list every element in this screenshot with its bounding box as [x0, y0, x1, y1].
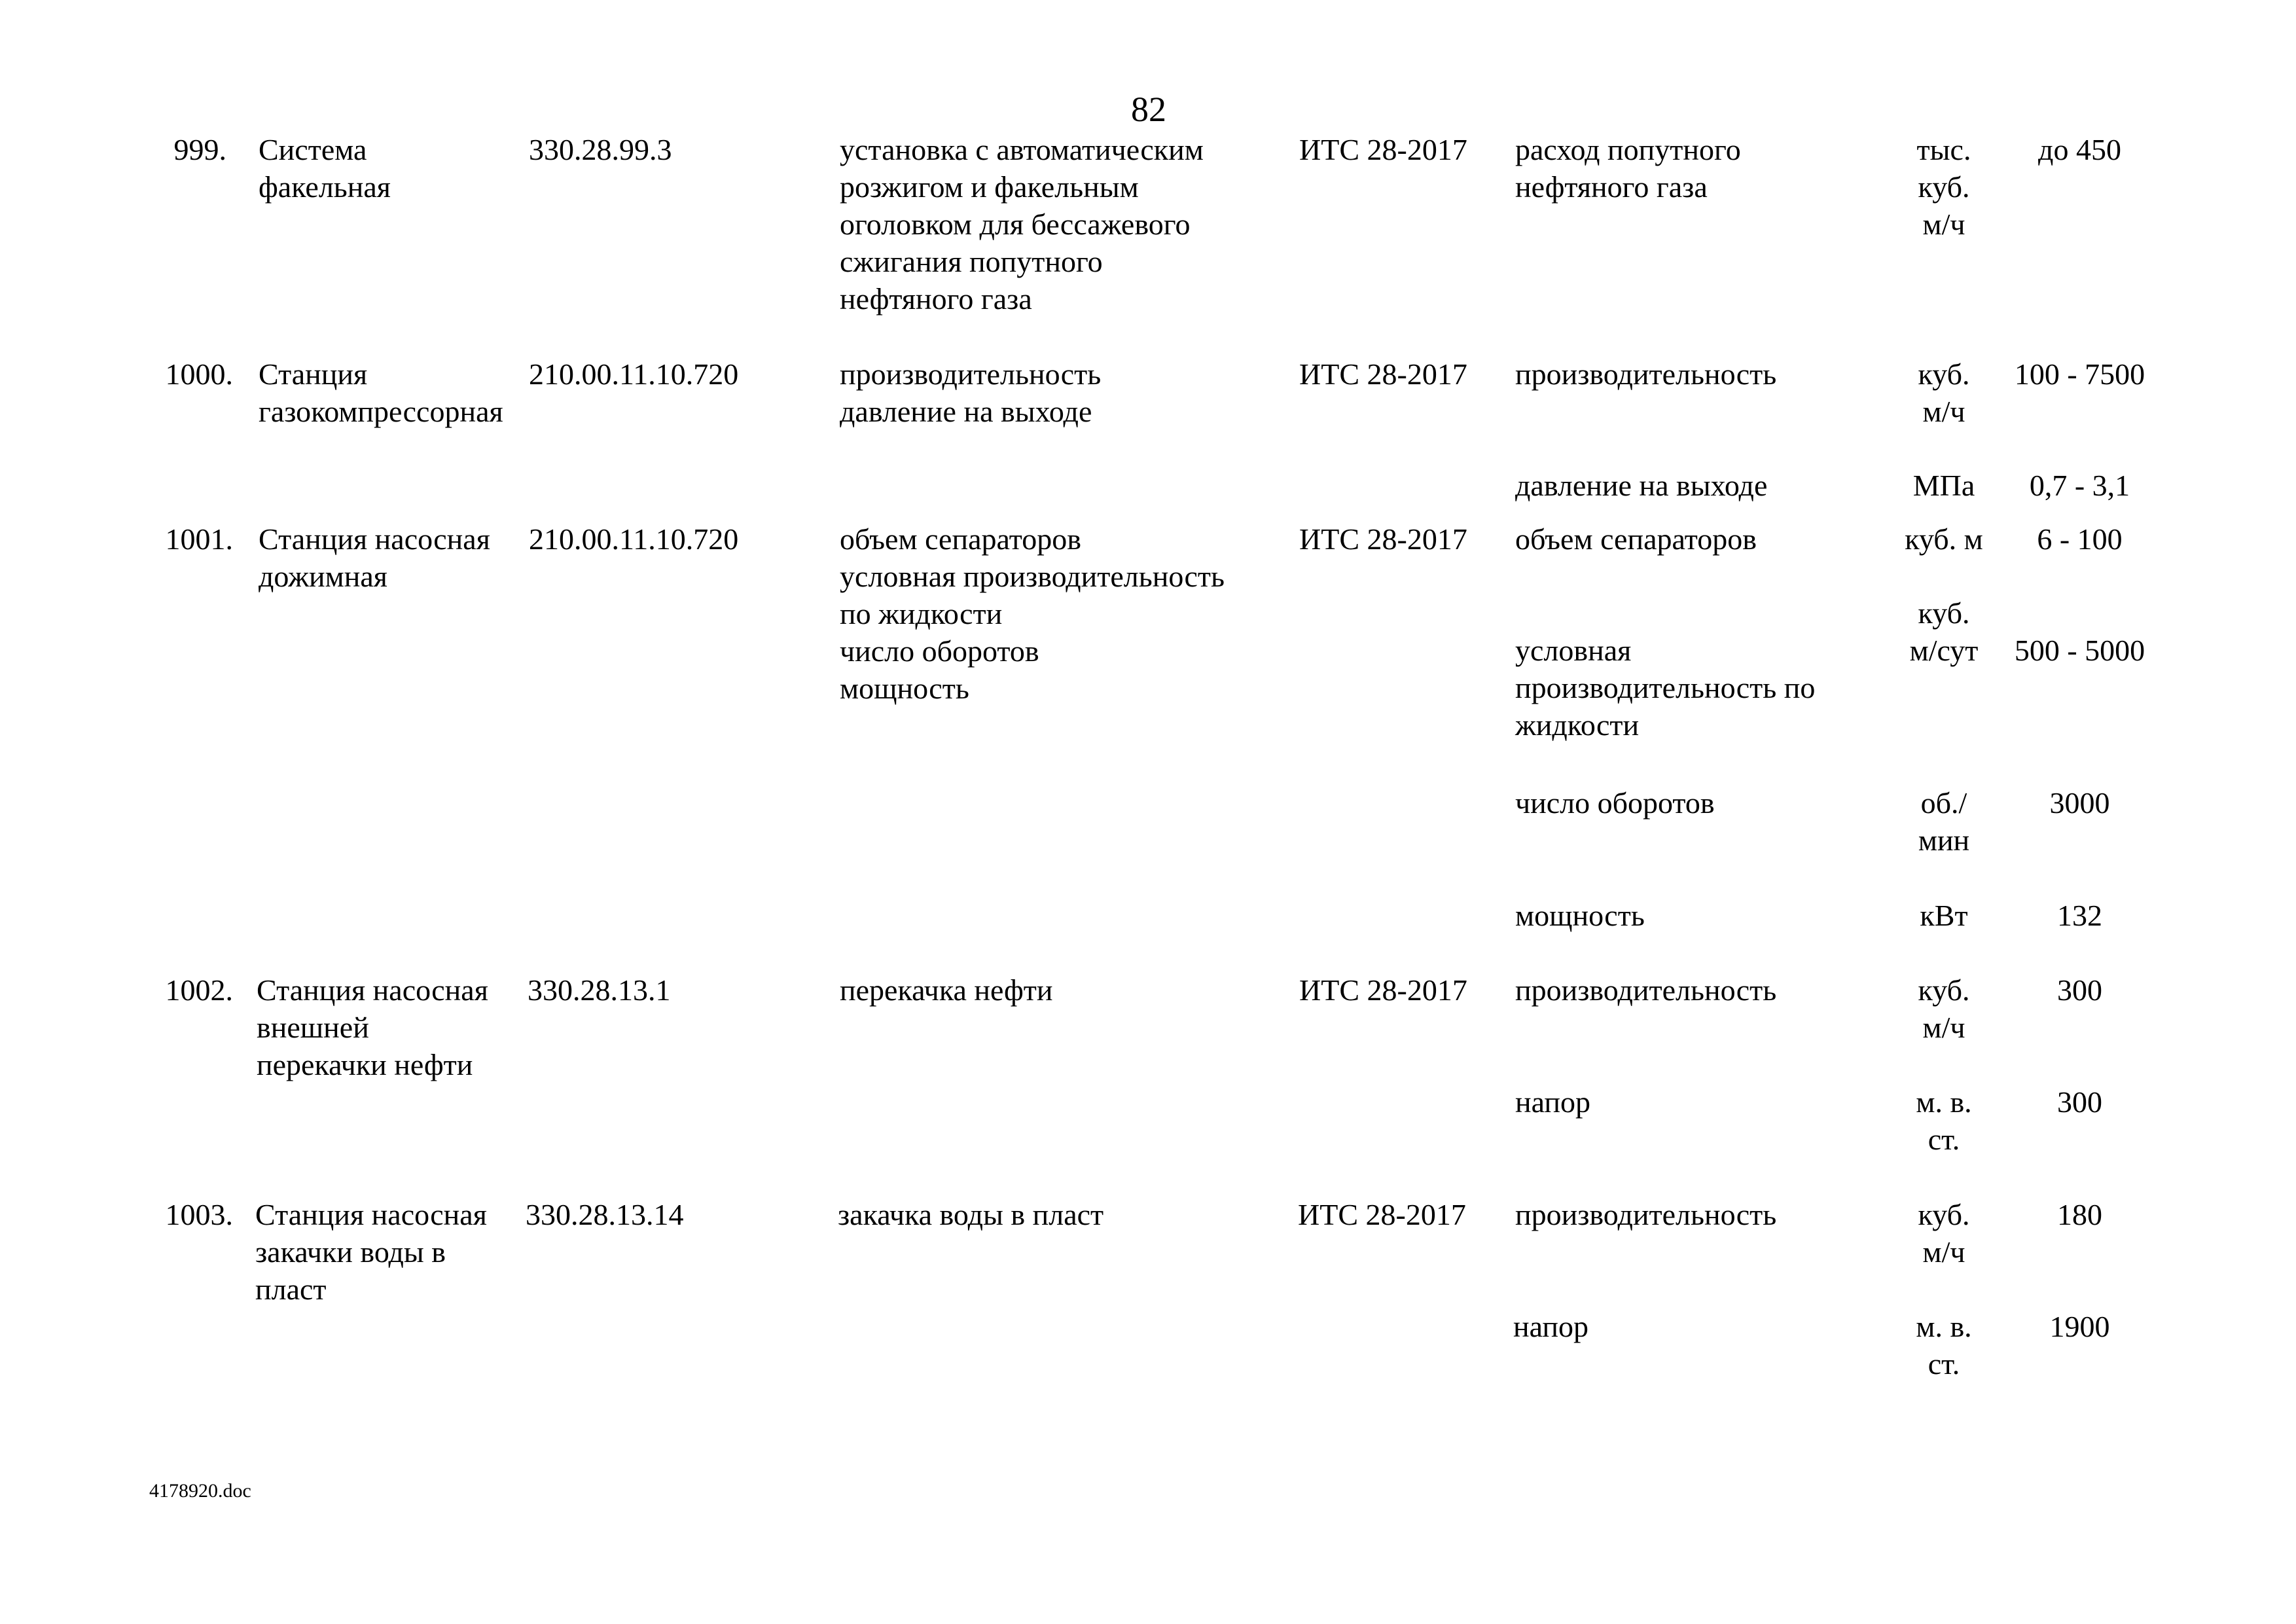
parameter-value: 0,7 - 3,1: [2029, 469, 2130, 502]
parameter-unit: куб. м/ч: [1918, 1198, 1970, 1269]
row-number: 1003.: [165, 1198, 233, 1231]
parameter-name: мощность: [1515, 899, 1645, 932]
parameter-name: производительность: [1515, 1198, 1777, 1231]
okpd-code: 210.00.11.10.720: [529, 522, 739, 556]
parameter-value: 3000: [2049, 786, 2110, 820]
parameter-unit: кВт: [1920, 899, 1968, 932]
its-reference: ИТС 28-2017: [1299, 133, 1467, 166]
parameter-unit: куб. м: [1905, 522, 1983, 556]
equipment-name: Станция насосная дожимная: [259, 522, 490, 593]
equipment-description: объем сепараторов условная производительность по жидкости число оборотов мощность: [840, 522, 1225, 705]
row-number: 1000.: [165, 357, 233, 391]
equipment-description: установка с автоматическим розжигом и факельным оголовком для бессажевого сжигания попутного нефтяного газа: [840, 133, 1204, 316]
parameter-unit: об./ мин: [1918, 786, 1970, 857]
okpd-code: 210.00.11.10.720: [529, 357, 739, 391]
parameter-name: расход попутного нефтяного газа: [1515, 133, 1741, 204]
equipment-name: Станция насосная внешней перекачки нефти: [257, 973, 488, 1081]
equipment-description: закачка воды в пласт: [838, 1198, 1104, 1231]
equipment-name: Система факельная: [259, 133, 391, 204]
parameter-unit: тыс. куб. м/ч: [1916, 133, 1971, 241]
page-number: 82: [1131, 90, 1166, 129]
okpd-code: 330.28.99.3: [529, 133, 672, 166]
parameter-value: 180: [2057, 1198, 2102, 1231]
parameter-unit: МПа: [1912, 469, 1975, 502]
okpd-code: 330.28.13.1: [528, 973, 671, 1007]
parameter-value: до 450: [2038, 133, 2121, 166]
parameter-unit: м. в. ст.: [1916, 1310, 1972, 1380]
okpd-code: 330.28.13.14: [526, 1198, 684, 1231]
row-number: 1002.: [165, 973, 233, 1007]
its-reference: ИТС 28-2017: [1299, 973, 1467, 1007]
parameter-unit: куб. м/ч: [1918, 357, 1970, 428]
parameter-name: давление на выходе: [1515, 469, 1768, 502]
its-reference: ИТС 28-2017: [1299, 522, 1467, 556]
parameter-value: 132: [2057, 899, 2102, 932]
equipment-name: Станция газокомпрессорная: [259, 357, 503, 428]
parameter-value: 500 - 5000: [2014, 634, 2145, 667]
parameter-value: 6 - 100: [2037, 522, 2123, 556]
parameter-value: 300: [2057, 1085, 2102, 1119]
parameter-name: производительность: [1515, 357, 1777, 391]
row-number: 1001.: [165, 522, 233, 556]
equipment-name: Станция насосная закачки воды в пласт: [255, 1198, 487, 1306]
parameter-value: 100 - 7500: [2014, 357, 2145, 391]
equipment-description: производительность давление на выходе: [840, 357, 1102, 428]
parameter-name: напор: [1513, 1310, 1589, 1343]
parameter-unit: м. в. ст.: [1916, 1085, 1972, 1156]
parameter-value: 300: [2057, 973, 2102, 1007]
parameter-unit: куб. м/сут: [1909, 596, 1979, 667]
document-footer: 4178920.doc: [149, 1480, 251, 1502]
parameter-name: число оборотов: [1515, 786, 1715, 820]
parameter-value: 1900: [2049, 1310, 2110, 1343]
row-number: 999.: [173, 133, 226, 166]
its-reference: ИТС 28-2017: [1299, 357, 1467, 391]
its-reference: ИТС 28-2017: [1298, 1198, 1466, 1231]
parameter-name: условная производительность по жидкости: [1515, 634, 1816, 742]
equipment-description: перекачка нефти: [840, 973, 1053, 1007]
parameter-unit: куб. м/ч: [1918, 973, 1970, 1044]
parameter-name: напор: [1515, 1085, 1591, 1119]
parameter-name: объем сепараторов: [1515, 522, 1757, 556]
parameter-name: производительность: [1515, 973, 1777, 1007]
